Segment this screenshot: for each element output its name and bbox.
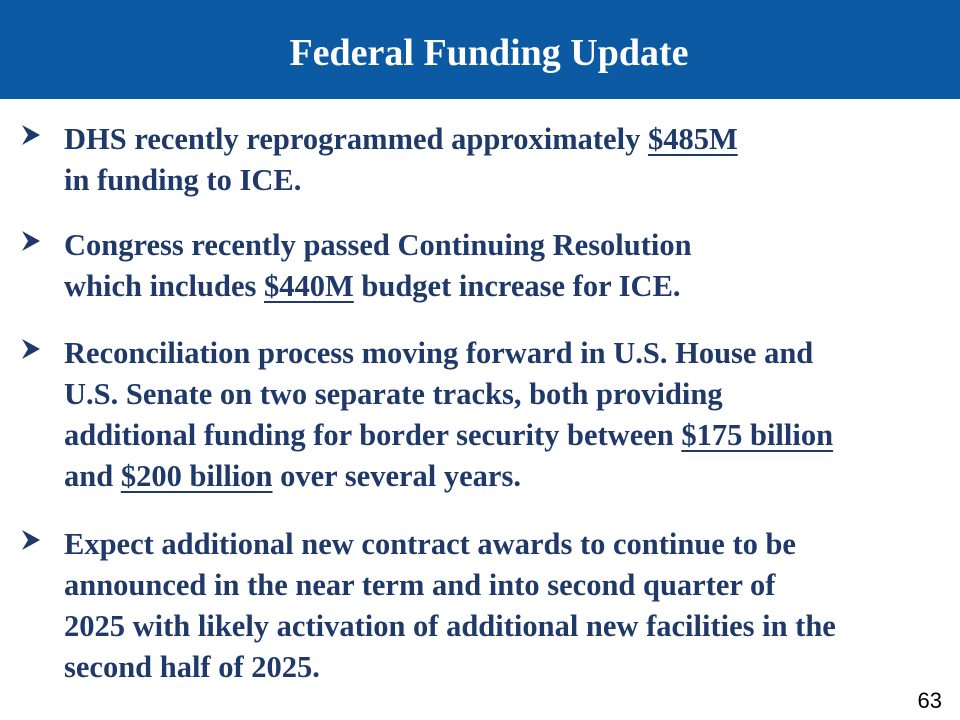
slide-title: Federal Funding Update — [289, 32, 689, 74]
amount-200-billion: $200 billion — [120, 459, 273, 493]
bullet-line: Congress recently passed Continuing Resolution — [64, 228, 692, 262]
page-number: 63 — [917, 688, 942, 713]
bullet-text — [64, 119, 944, 201]
bullet-line: and $200 billion over several years. — [64, 459, 521, 493]
bullet-line: Expect additional new contract awards to continue to be — [64, 527, 796, 561]
arrowhead-bullet-icon — [20, 527, 42, 553]
bullet-line: announced in the near term and into second quarter of — [64, 568, 776, 602]
bullet-line: in funding to ICE. — [64, 163, 302, 197]
arrowhead-bullet-icon — [20, 336, 42, 362]
bullet-line: DHS recently reprogrammed approximately $485M — [64, 122, 738, 156]
bullet-line: Reconciliation process moving forward in U.S. House and — [64, 336, 814, 370]
title-bar — [0, 0, 960, 99]
bullet-line: second half of 2025. — [64, 650, 320, 684]
arrowhead-bullet-icon — [20, 122, 42, 148]
bullet-text — [64, 524, 944, 688]
arrowhead-bullet-icon — [20, 228, 42, 254]
bullet-text — [64, 333, 944, 497]
amount-485m: $485M — [647, 122, 738, 156]
bullet-line: additional funding for border security between $175 billion — [64, 418, 834, 452]
amount-440m: $440M — [264, 269, 354, 303]
bullet-line: which includes $440M budget increase for ICE. — [64, 269, 681, 303]
bullet-line: 2025 with likely activation of additional new facilities in the — [64, 609, 836, 643]
bullet-line: U.S. Senate on two separate tracks, both providing — [64, 377, 723, 411]
amount-175-billion: $175 billion — [681, 418, 834, 452]
bullet-text — [64, 225, 944, 307]
